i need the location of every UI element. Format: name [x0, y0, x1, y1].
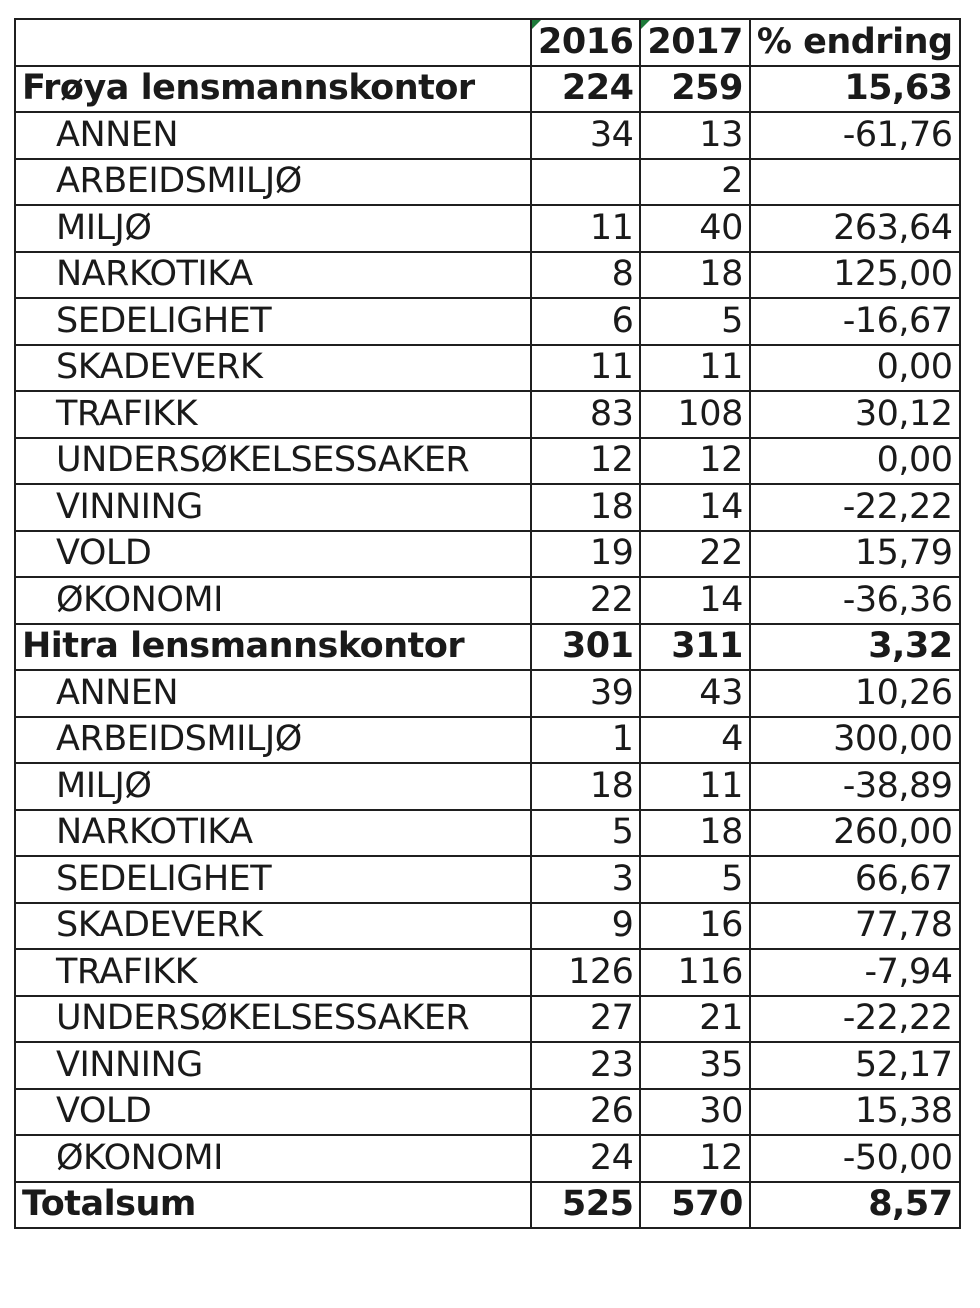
value-2016-cell: 9 — [531, 903, 640, 950]
total-row — [15, 1182, 960, 1229]
value-2016-cell: 224 — [531, 66, 640, 113]
value-2017-cell: 5 — [640, 298, 749, 345]
header-row — [15, 19, 960, 66]
value-2017-cell: 311 — [640, 624, 749, 671]
change-cell: -7,94 — [750, 949, 960, 996]
label-cell: MILJØ — [15, 763, 531, 810]
value-2016-cell: 22 — [531, 577, 640, 624]
value-2017-cell: 22 — [640, 531, 749, 578]
table-body — [15, 19, 960, 1228]
group-row — [15, 624, 960, 671]
header-label-cell — [15, 19, 531, 66]
value-2016-cell: 12 — [531, 438, 640, 485]
value-2016-cell: 24 — [531, 1135, 640, 1182]
label-cell: NARKOTIKA — [15, 810, 531, 857]
value-2017-cell: 259 — [640, 66, 749, 113]
label-cell: Frøya lensmannskontor — [15, 66, 531, 113]
category-row — [15, 810, 960, 857]
label-cell: ØKONOMI — [15, 1135, 531, 1182]
value-2016-cell: 301 — [531, 624, 640, 671]
label-cell: SEDELIGHET — [15, 856, 531, 903]
value-2016-cell: 5 — [531, 810, 640, 857]
value-2016-cell: 18 — [531, 484, 640, 531]
label-cell: TRAFIKK — [15, 949, 531, 996]
label-cell: ANNEN — [15, 112, 531, 159]
value-2016-cell: 19 — [531, 531, 640, 578]
header-2017-cell: 2017 — [640, 19, 749, 66]
change-cell: 10,26 — [750, 670, 960, 717]
value-2017-cell: 43 — [640, 670, 749, 717]
change-cell: -38,89 — [750, 763, 960, 810]
value-2016-cell: 39 — [531, 670, 640, 717]
label-cell: ANNEN — [15, 670, 531, 717]
category-row — [15, 996, 960, 1043]
value-2016-cell: 27 — [531, 996, 640, 1043]
label-cell: TRAFIKK — [15, 391, 531, 438]
value-2016-cell: 8 — [531, 252, 640, 299]
value-2017-cell: 108 — [640, 391, 749, 438]
value-2016-cell: 3 — [531, 856, 640, 903]
value-2017-cell: 14 — [640, 577, 749, 624]
value-2017-cell: 11 — [640, 345, 749, 392]
change-cell: -61,76 — [750, 112, 960, 159]
category-row — [15, 856, 960, 903]
category-row — [15, 531, 960, 578]
value-2017-cell: 12 — [640, 1135, 749, 1182]
change-cell: 52,17 — [750, 1042, 960, 1089]
value-2016-cell: 6 — [531, 298, 640, 345]
category-row — [15, 345, 960, 392]
value-2017-cell: 5 — [640, 856, 749, 903]
value-2017-cell: 40 — [640, 205, 749, 252]
change-cell: -16,67 — [750, 298, 960, 345]
label-cell: Totalsum — [15, 1182, 531, 1229]
value-2017-cell: 16 — [640, 903, 749, 950]
label-cell: ARBEIDSMILJØ — [15, 159, 531, 206]
change-cell: -36,36 — [750, 577, 960, 624]
value-2017-cell: 2 — [640, 159, 749, 206]
label-cell: SKADEVERK — [15, 345, 531, 392]
category-row — [15, 577, 960, 624]
label-cell: Hitra lensmannskontor — [15, 624, 531, 671]
label-cell: VINNING — [15, 1042, 531, 1089]
value-2017-cell: 14 — [640, 484, 749, 531]
label-cell: UNDERSØKELSESSAKER — [15, 996, 531, 1043]
value-2017-cell: 12 — [640, 438, 749, 485]
label-cell: ØKONOMI — [15, 577, 531, 624]
value-2016-cell — [531, 159, 640, 206]
label-cell: ARBEIDSMILJØ — [15, 717, 531, 764]
value-2017-cell: 13 — [640, 112, 749, 159]
category-row — [15, 484, 960, 531]
value-2017-cell: 18 — [640, 810, 749, 857]
value-2016-cell: 11 — [531, 205, 640, 252]
value-2017-cell: 35 — [640, 1042, 749, 1089]
change-cell: 300,00 — [750, 717, 960, 764]
change-cell: 15,63 — [750, 66, 960, 113]
value-2016-cell: 525 — [531, 1182, 640, 1229]
value-2017-cell: 570 — [640, 1182, 749, 1229]
change-cell: 66,67 — [750, 856, 960, 903]
category-row — [15, 1042, 960, 1089]
value-2017-cell: 4 — [640, 717, 749, 764]
change-cell: 8,57 — [750, 1182, 960, 1229]
value-2017-cell: 21 — [640, 996, 749, 1043]
change-cell: 125,00 — [750, 252, 960, 299]
label-cell: MILJØ — [15, 205, 531, 252]
category-row — [15, 1089, 960, 1136]
change-cell: 3,32 — [750, 624, 960, 671]
category-row — [15, 205, 960, 252]
category-row — [15, 717, 960, 764]
change-cell: 15,38 — [750, 1089, 960, 1136]
change-cell: -50,00 — [750, 1135, 960, 1182]
change-cell: 15,79 — [750, 531, 960, 578]
change-cell: 0,00 — [750, 345, 960, 392]
value-2016-cell: 126 — [531, 949, 640, 996]
value-2016-cell: 83 — [531, 391, 640, 438]
change-cell: 77,78 — [750, 903, 960, 950]
value-2016-cell: 26 — [531, 1089, 640, 1136]
category-row — [15, 438, 960, 485]
label-cell: NARKOTIKA — [15, 252, 531, 299]
label-cell: VOLD — [15, 531, 531, 578]
category-row — [15, 298, 960, 345]
value-2017-cell: 30 — [640, 1089, 749, 1136]
category-row — [15, 903, 960, 950]
category-row — [15, 252, 960, 299]
value-2016-cell: 11 — [531, 345, 640, 392]
category-row — [15, 670, 960, 717]
label-cell: SKADEVERK — [15, 903, 531, 950]
label-cell: SEDELIGHET — [15, 298, 531, 345]
change-cell: 260,00 — [750, 810, 960, 857]
value-2017-cell: 18 — [640, 252, 749, 299]
label-cell: VINNING — [15, 484, 531, 531]
label-cell: UNDERSØKELSESSAKER — [15, 438, 531, 485]
group-row — [15, 66, 960, 113]
value-2016-cell: 1 — [531, 717, 640, 764]
change-cell: -22,22 — [750, 996, 960, 1043]
category-row — [15, 949, 960, 996]
change-cell: 0,00 — [750, 438, 960, 485]
crime-statistics-table — [14, 18, 961, 1229]
category-row — [15, 112, 960, 159]
value-2017-cell: 11 — [640, 763, 749, 810]
change-cell: -22,22 — [750, 484, 960, 531]
change-cell: 30,12 — [750, 391, 960, 438]
value-2016-cell: 18 — [531, 763, 640, 810]
value-2016-cell: 34 — [531, 112, 640, 159]
change-cell: 263,64 — [750, 205, 960, 252]
category-row — [15, 1135, 960, 1182]
header-change-cell: % endring — [750, 19, 960, 66]
value-2016-cell: 23 — [531, 1042, 640, 1089]
header-2016-cell: 2016 — [531, 19, 640, 66]
category-row — [15, 159, 960, 206]
category-row — [15, 763, 960, 810]
category-row — [15, 391, 960, 438]
label-cell: VOLD — [15, 1089, 531, 1136]
value-2017-cell: 116 — [640, 949, 749, 996]
change-cell — [750, 159, 960, 206]
